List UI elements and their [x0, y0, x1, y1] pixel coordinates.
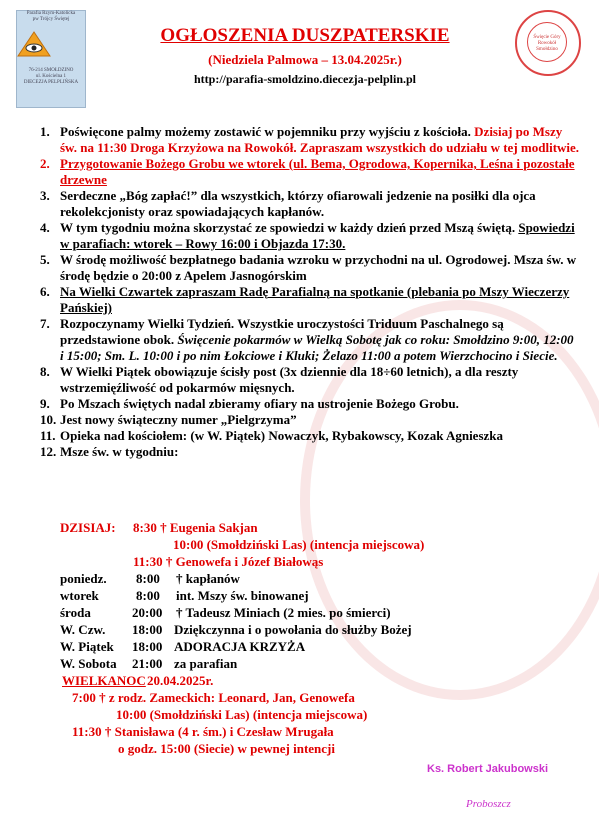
day-label: W. Sobota: [60, 656, 117, 671]
item-text-italic: Święcenie pokarmów w Wielką Sobotę jak co roku: Smołdzino 9:00, 12:00 i 15:00; Sm. L. 10:00 i po nim Łokciowe i Kluki; Żelazo 11:00 a potem Wierzchocino i Siecie.: [60, 332, 574, 363]
schedule-row: [60, 706, 560, 723]
mass-intention: ADORACJA KRZYŻA: [174, 639, 306, 654]
item-number: 6.: [40, 284, 50, 299]
item-number: 12.: [40, 444, 57, 459]
item-text-underlined: Spowiedzi w parafiach: wtorek – Rowy 16:00 i Objazda 17:30.: [60, 220, 575, 251]
signature-name: Ks. Robert Jakubowski: [427, 763, 549, 775]
signature-role: Proboszcz: [466, 798, 511, 810]
schedule-row: [60, 587, 560, 604]
page-subtitle: (Niedziela Palmowa – 13.04.2025r.): [208, 52, 402, 67]
logo-top-line-2: pw Trójcy Świętej: [32, 17, 70, 22]
day-label: środa: [60, 605, 91, 620]
item-number: 8.: [40, 364, 50, 379]
item-text: Opieka nad kościołem: (w W. Piątek) Nowaczyk, Rybakowscy, Kozak Agnieszka: [60, 428, 504, 443]
item-text: Jest nowy świąteczny numer „Pielgrzyma”: [60, 412, 297, 427]
today-mass: 8:30 † Eugenia Sakjan: [133, 520, 258, 535]
schedule-row: [60, 536, 560, 553]
item-text: Rozpoczynamy Wielki Tydzień. Wszystkie uroczystości Triduum Paschalnego są przedstawione obok.: [60, 316, 504, 347]
item-text: Po Mszach świętych nadal zbieramy ofiary na ustrojenie Bożego Grobu.: [60, 396, 459, 411]
mass-time: 8:00: [136, 588, 160, 603]
item-number: 11.: [40, 428, 56, 443]
list-item: [40, 220, 580, 252]
schedule-row: [60, 621, 560, 638]
day-label: wtorek: [60, 588, 99, 603]
item-number: 3.: [40, 188, 50, 203]
list-item: [40, 396, 580, 412]
easter-label: WIELKANOC: [62, 673, 146, 688]
today-label: DZISIAJ:: [60, 520, 116, 535]
item-text-highlight: Dzisiaj po Mszy św. na 11:30 Droga Krzyżowa na Rowokół. Zapraszam wszystkich do udziału w tej modlitwie.: [60, 124, 580, 155]
mass-intention: za parafian: [174, 656, 238, 671]
list-item: [40, 124, 580, 156]
day-label: poniedz.: [60, 571, 107, 586]
schedule-row: [60, 740, 560, 757]
seal-inner-text: Święcie Góry Rowokół Smołdzino: [527, 22, 567, 62]
list-item: [40, 428, 580, 444]
logo-bottom-line-1: 76-214 SMOŁDZINO: [28, 68, 74, 73]
parish-logo: [16, 10, 86, 108]
eye-of-providence-icon: [17, 31, 51, 57]
item-text: Na Wielki Czwartek zapraszam Radę Parafialną na spotkanie (plebania po Mszy Wieczerzy Pańskiej): [60, 284, 570, 315]
schedule-row: [60, 638, 560, 655]
list-item: [40, 252, 580, 284]
mass-time: 21:00: [132, 656, 163, 671]
easter-mass: 7:00 † z rodz. Zameckich: Leonard, Jan, Genowefa: [72, 690, 355, 705]
parish-seal: [515, 10, 581, 76]
schedule-row: [60, 655, 560, 672]
announcement-list: [40, 124, 580, 460]
schedule-row: [60, 570, 560, 587]
list-item: [40, 444, 580, 460]
logo-bottom-line-2: ul. Kościelna 1: [35, 74, 67, 79]
easter-mass: 11:30 † Stanisława (4 r. śm.) i Czesław Mrugała: [72, 724, 334, 739]
item-number: 7.: [40, 316, 50, 331]
item-text: W środę możliwość bezpłatnego badania wzroku w przychodni na ul. Ogrodowej. Msza św. w środę będzie o 20:00 z Apelem Jasnogórskim: [60, 252, 577, 283]
mass-time: 8:00: [136, 571, 160, 586]
mass-time: 20:00: [132, 605, 163, 620]
item-text: Przygotowanie Bożego Grobu we wtorek (ul. Bema, Ogrodowa, Kopernika, Leśna i pozostałe drzewne: [60, 156, 575, 187]
list-item: [40, 188, 580, 220]
list-item: [40, 364, 580, 396]
schedule-row: [60, 723, 560, 740]
list-item: [40, 412, 580, 428]
item-number: 4.: [40, 220, 50, 235]
schedule-row: [60, 604, 560, 621]
today-mass: 11:30 † Genowefa i Józef Białowąs: [133, 554, 324, 569]
schedule-row: [60, 519, 560, 536]
easter-mass: o godz. 15:00 (Siecie) w pewnej intencji: [118, 741, 335, 756]
item-number: 9.: [40, 396, 50, 411]
mass-intention: int. Mszy św. binowanej: [176, 588, 309, 603]
item-text: Msze św. w tygodniu:: [60, 444, 179, 459]
today-mass: 10:00 (Smołdziński Las) (intencja miejscowa): [173, 537, 425, 552]
mass-intention: Dziękczynna i o powołania do służby Bożej: [174, 622, 412, 637]
list-item: [40, 316, 580, 364]
page-title: OGŁOSZENIA DUSZPATERSKIE: [160, 25, 450, 46]
easter-date: 20.04.2025r.: [147, 673, 214, 688]
item-number: 10.: [40, 412, 57, 427]
logo-bottom-line-3: DIECEZJA PELPLIŃSKA: [23, 80, 79, 85]
day-label: W. Piątek: [60, 639, 114, 654]
schedule-row: [60, 672, 560, 689]
mass-time: 18:00: [132, 622, 163, 637]
list-item: [40, 156, 580, 188]
mass-time: 18:00: [132, 639, 163, 654]
parish-url[interactable]: http://parafia-smoldzino.diecezja-pelplin.pl: [194, 72, 416, 86]
day-label: W. Czw.: [60, 622, 106, 637]
mass-intention: † kapłanów: [176, 571, 240, 586]
item-number: 2.: [40, 156, 50, 171]
item-text: W Wielki Piątek obowiązuje ścisły post (3x dziennie dla 18÷60 letnich), a dla reszty wstrzemięźliwość od pokarmów mięsnych.: [60, 364, 519, 395]
schedule-row: [60, 553, 560, 570]
schedule-row: [60, 689, 560, 706]
item-text: W tym tygodniu można skorzystać ze spowiedzi w każdy dzień przed Mszą świętą.: [60, 220, 516, 235]
item-text: Serdeczne „Bóg zapłać!” dla wszystkich, którzy ofiarowali jedzenie na posiłki dla ojca rekolekcjonisty oraz spowiadających kapłanów.: [60, 188, 536, 219]
mass-intention: † Tadeusz Miniach (2 mies. po śmierci): [176, 605, 391, 620]
mass-schedule: [60, 519, 560, 757]
item-number: 5.: [40, 252, 50, 267]
item-text: Poświęcone palmy możemy zostawić w pojemniku przy wyjściu z kościoła.: [60, 124, 471, 139]
list-item: [40, 284, 580, 316]
item-number: 1.: [40, 124, 50, 139]
logo-top-line-1: Parafia Rzym-Katolicka: [26, 11, 76, 16]
easter-mass: 10:00 (Smołdziński Las) (intencja miejscowa): [116, 707, 368, 722]
